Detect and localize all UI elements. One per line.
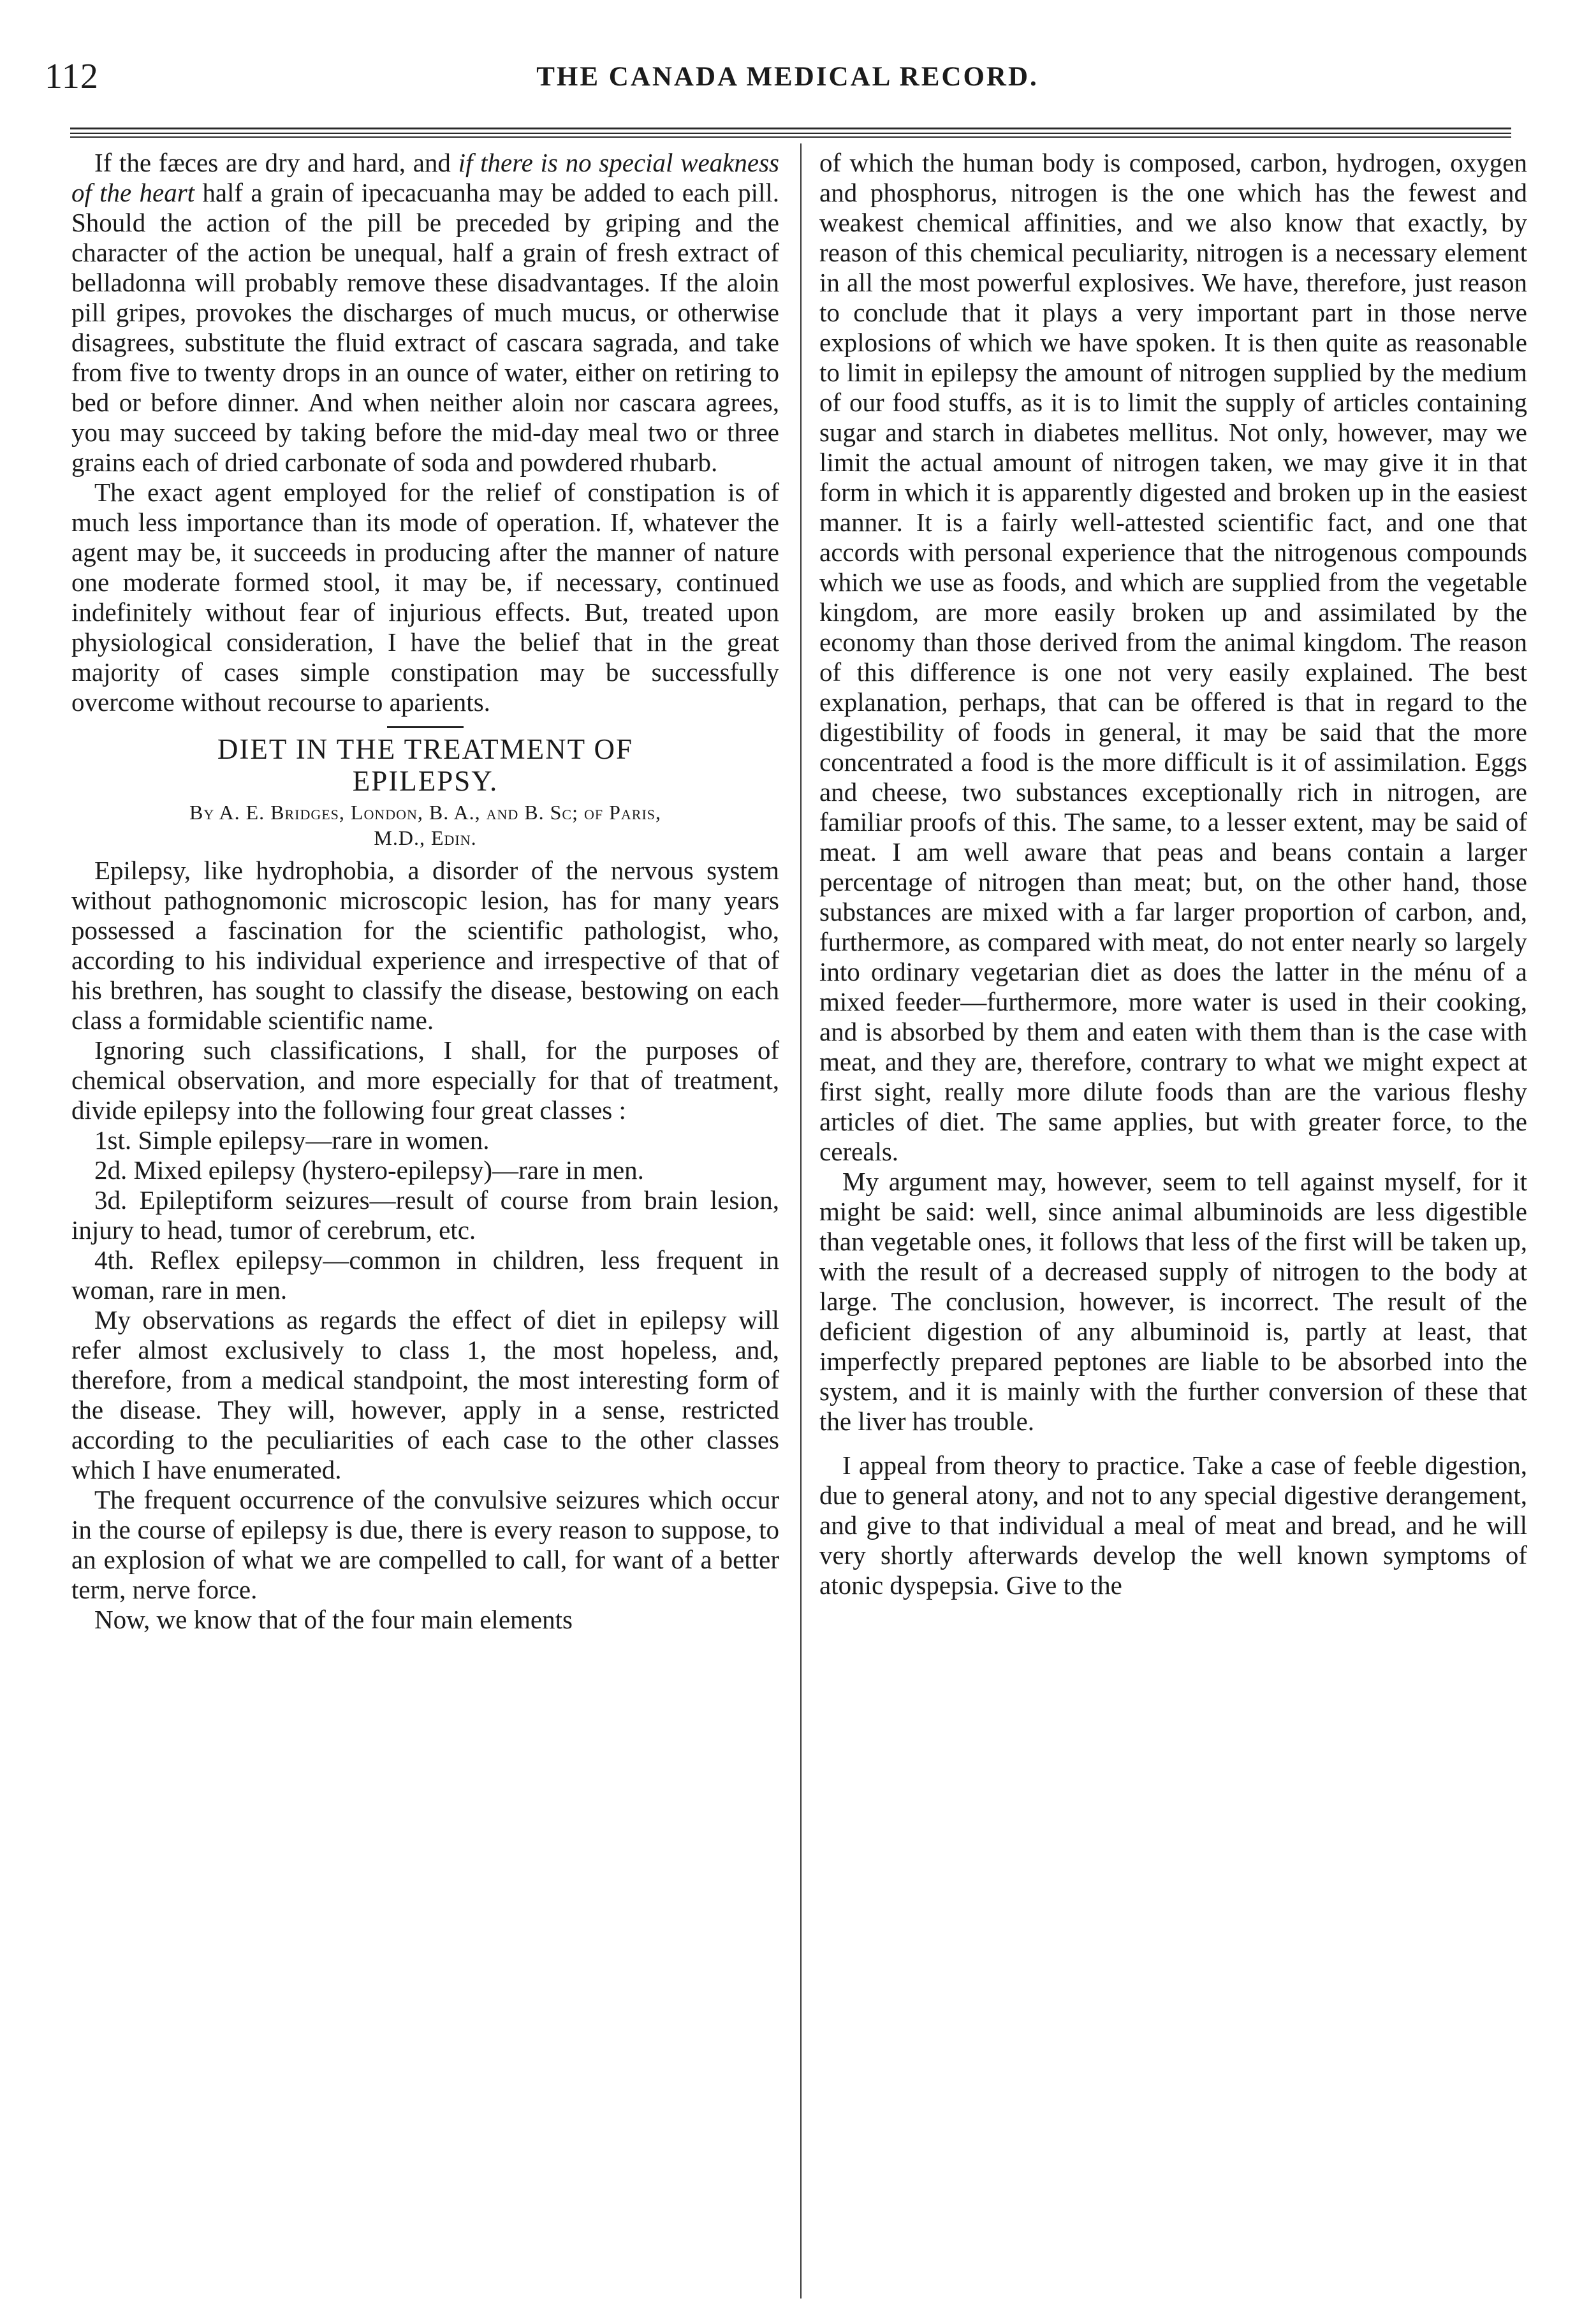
article-title-line: DIET IN THE TREATMENT OF bbox=[217, 733, 634, 765]
byline-line: By A. E. Bridges, London, B. A., and B. Sc; of Paris, bbox=[189, 801, 661, 824]
text-run: If the fæces are dry and hard, and bbox=[94, 148, 458, 177]
list-item: 1st. Simple epilepsy—rare in women. bbox=[94, 1125, 490, 1155]
right-column bbox=[819, 148, 1527, 1600]
page-header bbox=[45, 56, 1530, 101]
header-rule bbox=[70, 133, 1511, 134]
article-title-line: EPILEPSY. bbox=[352, 765, 499, 797]
list-item: 2d. Mixed epilepsy (hystero-epilepsy)—rare in men. bbox=[94, 1155, 644, 1185]
byline-line: M.D., Edin. bbox=[374, 826, 477, 849]
page-number: 112 bbox=[45, 57, 99, 96]
paragraph: of which the human body is composed, carbon, hydrogen, oxygen and phosphorus, nitrogen is the one which has the fewest and weakest chemical affinities, and we also know that exactly, by reason of this chemical peculiarity, nitrogen is a necessary element in all the most powerful explosives. We have, therefore, just reason to conclude that it plays a very important part in those nerve explosions of which we have spoken. It is then quite as reasonable to limit in epilepsy the amount of nitrogen supplied by the medium of our food stuffs, as it is to limit the supply of articles containing sugar and starch in diabetes mellitus. Not only, however, may we limit the actual amount of nitrogen taken, we may give it in that form in which it is apparently digested and broken up in the easiest manner. It is a fairly well-attested scientific fact, and one that accords with personal experience that the nitrogenous compounds which we use as foods, and which are supplied from the vegetable kingdom, are more easily broken up and assimilated by the economy than those derived from the animal kingdom. The reason of this difference is one not very easily explained. The best explanation, perhaps, that can be offered is that in regard to the digestibility of foods in general, it may be said that the more concentrated a food is the more difficult is it of assimilation. Eggs and cheese, two substances exceptionally rich in nitrogen, are familiar proofs of this. The same, to a lesser extent, may be said of meat. I am well aware that peas and beans contain a larger percentage of nitrogen than meat; but, on the other hand, those substances are mixed with a far larger proportion of carbon, and, furthermore, as compared with meat, do not enter nearly so largely into ordinary vegetarian diet as does the latter in the ménu of a mixed feeder—furthermore, more water is used in their cooking, and is absorbed by them and eaten with them than is the case with meat, and they are, therefore, contrary to what we might expect at first sight, really more dilute foods than are the various fleshy articles of diet. The same applies, but with greater force, to the cereals. bbox=[819, 148, 1527, 1166]
running-title: THE CANADA MEDICAL RECORD. bbox=[536, 62, 1039, 92]
paragraph: The frequent occurrence of the convulsive seizures which occur in the course of epilepsy is due, there is every reason to suppose, to an explosion of what we are compelled to call, for want of a better term, nerve force. bbox=[71, 1485, 779, 1604]
list-item: 3d. Epileptiform seizures—result of course from brain lesion, injury to head, tumor of cerebrum, etc. bbox=[71, 1185, 779, 1245]
paragraph: Epilepsy, like hydrophobia, a disorder of the nervous system without pathognomonic microscopic lesion, has for many years possessed a fascination for the scientific pathologist, who, according to his individual experience and irrespective of that of his brethren, has sought to classify the disease, bestowing on each class a formidable scientific name. bbox=[71, 856, 779, 1035]
paragraph: Now, we know that of the four main elements bbox=[94, 1605, 573, 1634]
paragraph: Ignoring such classifications, I shall, for the purposes of chemical observation, and more especially for that of treatment, divide epilepsy into the following four great classes : bbox=[71, 1035, 779, 1125]
left-column bbox=[71, 148, 779, 1635]
paragraph-gap bbox=[819, 1436, 1527, 1451]
byline bbox=[71, 800, 779, 851]
article-title bbox=[71, 733, 779, 797]
italic-text: if there is no special weakness of the heart bbox=[71, 148, 779, 207]
paragraph: The exact agent employed for the relief of constipation is of much less importance than its mode of operation. If, whatever the agent may be, it succeeds in producing after the manner of nature one moderate formed stool, it may be, if necessary, continued indefinitely without fear of injurious effects. But, treated upon physiological consideration, I have the belief that in the great majority of cases simple constipation may be successfully overcome without recourse to aparients. bbox=[71, 478, 779, 717]
column-divider bbox=[800, 143, 802, 2298]
paragraph: My observations as regards the effect of diet in epilepsy will refer almost exclusively to class 1, the most hopeless, and, therefore, from a medical standpoint, the most interesting form of the disease. They will, however, apply in a sense, restricted according to the peculiarities of each case to the other classes which I have enumerated. bbox=[71, 1305, 779, 1484]
paragraph: My argument may, however, seem to tell against myself, for it might be said: well, since animal albuminoids are less digestible than vegetable ones, it follows that less of the first will be taken up, with the result of a decreased supply of nitrogen to the body at large. The conclusion, however, is incorrect. The result of the deficient digestion of any albuminoid is, partly at least, that imperfectly prepared peptones are liable to be absorbed into the system, and it is mainly with the further conversion of these that the liver has trouble. bbox=[819, 1167, 1527, 1436]
paragraph bbox=[71, 148, 779, 478]
paragraph: I appeal from theory to practice. Take a case of feeble digestion, due to general atony, and not to any special digestive derangement, and give to that individual a meal of meat and bread, and he will very shortly afterwards develop the well known symptoms of atonic dyspepsia. Give to the bbox=[819, 1451, 1527, 1600]
text-run: half a grain of ipecacuanha may be added to each pill. Should the action of the pill be preceded by griping and the character of the action be unequal, half a grain of fresh extract of belladonna will probably remove these disadvantages. If the aloin pill gripes, provokes the discharges of much mucus, or otherwise disagrees, substitute the fluid extract of cascara sagrada, and take from five to twenty drops in an ounce of water, either on retiring to bed or before dinner. And when neither aloin nor cascara agrees, you may succeed by taking before the mid-day meal two or three grains each of dried carbonate of soda and powdered rhubarb. bbox=[71, 178, 779, 477]
header-rule bbox=[70, 128, 1511, 129]
section-divider bbox=[387, 726, 464, 728]
list-item: 4th. Reflex epilepsy—common in children, less frequent in woman, rare in men. bbox=[71, 1245, 779, 1305]
header-rule bbox=[70, 136, 1511, 138]
